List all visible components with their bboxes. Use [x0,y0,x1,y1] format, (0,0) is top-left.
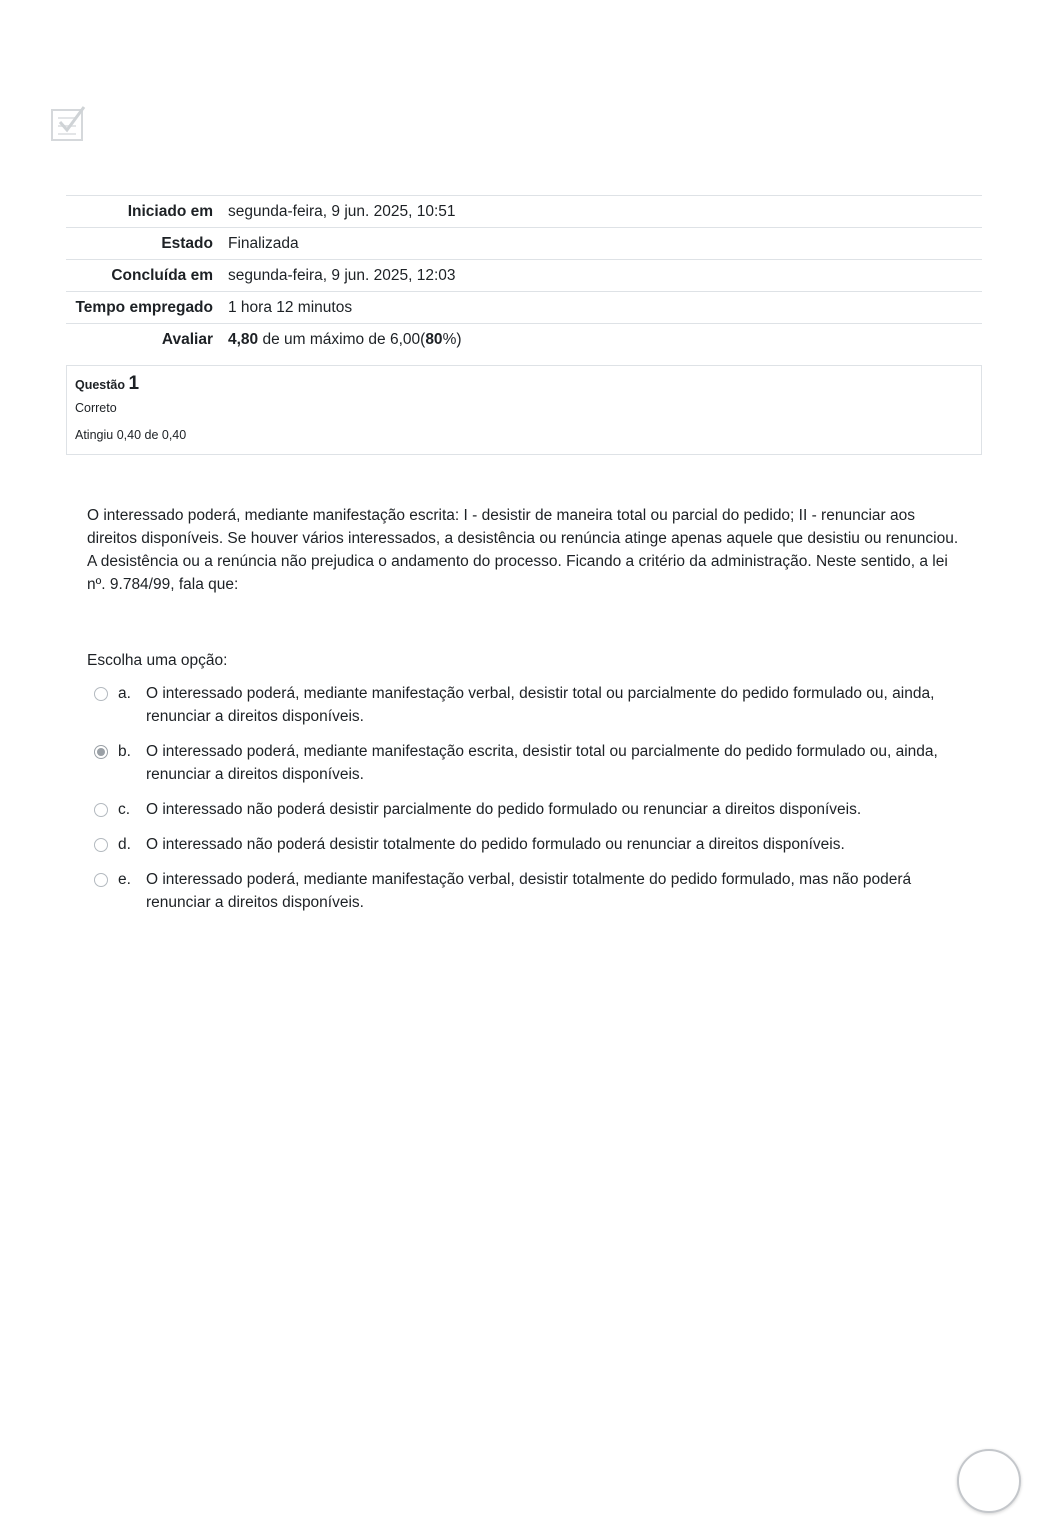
question-text: O interessado poderá, mediante manifestação escrita: I - desistir de maneira total ou parcial do pedido; II - renunciar aos direitos disponíveis. Se houver vários interessados, a desistência ou renúncia atinge apenas aquele que desistiu ou renunciou. A desistência ou a renúncia não prejudica o andamento do processo. Ficando a critério da administração. Neste sentido, a lei nº. 9.784/99, fala que: [87,507,959,593]
grade-score: 4,80 [228,331,259,348]
quiz-summary-table [66,195,982,355]
answer-option-a[interactable] [94,682,966,728]
time-label: Tempo empregado [75,299,213,316]
answer-text: O interessado não poderá desistir totalmente do pedido formulado ou renunciar a direitos disponíveis. [146,836,845,853]
question-heading-prefix: Questão [75,378,129,392]
summary-row-grade [66,324,982,356]
answer-letter: b. [118,743,131,760]
started-label: Iniciado em [127,203,213,220]
time-value: 1 hora 12 minutos [228,299,353,316]
answer-option-e[interactable] [94,868,966,914]
answer-text: O interessado poderá, mediante manifestação verbal, desistir total ou parcialmente do pedido formulado ou, ainda, renunciar a direitos disponíveis. [146,685,935,725]
answer-text: O interessado não poderá desistir parcialmente do pedido formulado ou renunciar a direitos disponíveis. [146,801,862,818]
answer-letter: c. [118,801,131,818]
summary-row-state [66,228,982,260]
question-grade: Atingiu 0,40 de 0,40 [75,428,187,442]
radio-button[interactable] [94,803,108,817]
question-heading [75,374,973,395]
radio-button[interactable] [94,873,108,887]
grade-value [228,324,982,356]
question-number: 1 [128,373,140,394]
completed-value: segunda-feira, 9 jun. 2025, 12:03 [228,267,456,284]
answer-letter: a. [118,685,131,702]
summary-row-time [66,292,982,324]
grade-percent: 80 [425,331,443,348]
radio-button[interactable] [94,838,108,852]
state-label: Estado [161,235,213,252]
answer-option-d[interactable] [94,833,966,856]
question-info-box [66,365,982,455]
radio-button[interactable] [94,687,108,701]
summary-row-started [66,196,982,228]
summary-row-completed [66,260,982,292]
state-value: Finalizada [228,235,299,252]
question-state: Correto [75,401,117,415]
answer-text: O interessado poderá, mediante manifestação verbal, desistir totalmente do pedido formulado, mas não poderá renunciar a direitos disponíveis. [146,871,912,911]
answer-option-b[interactable] [94,740,966,786]
completed-label: Concluída em [111,267,213,284]
grade-middle: de um máximo de 6,00( [258,331,426,348]
floating-circle-button[interactable] [957,1449,1021,1513]
quiz-icon [50,104,88,142]
answer-letter: e. [118,871,131,888]
grade-end: %) [442,331,462,348]
grade-label: Avaliar [161,331,213,348]
answer-option-c[interactable] [94,798,966,821]
answer-list [94,682,966,914]
started-value: segunda-feira, 9 jun. 2025, 10:51 [228,203,456,220]
answer-prompt: Escolha uma opção: [87,652,228,669]
answer-letter: d. [118,836,131,853]
answer-text: O interessado poderá, mediante manifestação escrita, desistir total ou parcialmente do pedido formulado ou, ainda, renunciar a direitos disponíveis. [146,743,938,783]
radio-button[interactable] [94,745,108,759]
